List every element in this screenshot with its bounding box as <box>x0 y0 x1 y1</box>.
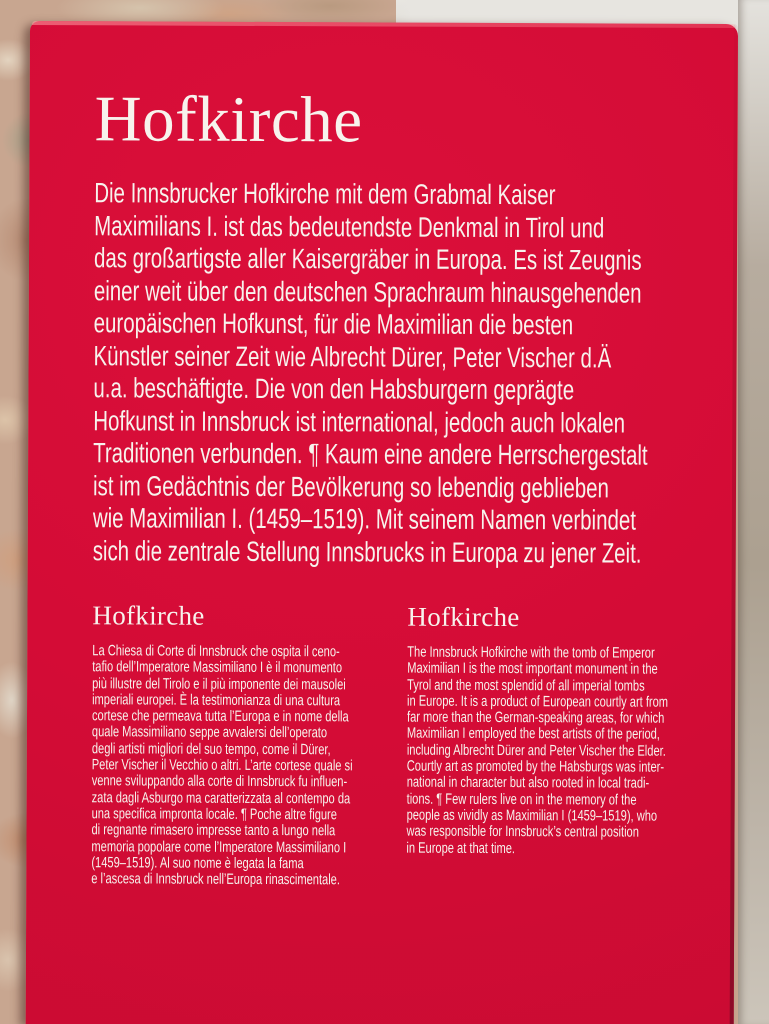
column-heading-english: Hofkirche <box>407 601 520 633</box>
intro-text-german: Die Innsbrucker Hofkirche mit dem Grabmal Kaiser Maximilians I. ist das bedeutendste Denkmal in Tirol und das großartigste aller Kaisergräber in Europa. Es ist Zeugnis einer weit über den deutschen Sprachraum hinausgehenden europäischen Hofkunst, für die Maximilian die besten Künstler seiner Zeit wie Albrecht Dürer, Peter Vischer d.Ä u.a. beschäftigte. Die von den Habsburgern geprägte Hofkunst in Innsbruck ist international, jedoch auch lokalen Traditionen verbunden. ¶ Kaum eine andere Herrschergestalt ist im Gedächtnis der Bevölkerung so lebendig geblieben wie Maximilian I. (1459–1519). Mit seinem Namen verbindet sich die zentrale Stellung Innsbrucks in Europa zu jener Zeit. <box>92 177 648 569</box>
sign-panel <box>26 21 738 1024</box>
right-wall-strip <box>738 0 769 1024</box>
column-heading-italian: Hofkirche <box>92 600 205 631</box>
column-body-italian: La Chiesa di Corte di Innsbruck che ospita il ceno- tafio dell’Imperatore Massimiliano I è il monumento più illustre del Tirolo e il più imponente dei mausolei imperiali europei. È la testimonianza di una cultura cortese che permeava tutta l’Europa e in nome della quale Massimiliano seppe avvalersi dell’operato degli artisti migliori del suo tempo, come il Dürer, Peter Vischer il Vecchio o altri. L’arte cortese quale si venne sviluppando alla corte di Innsbruck fu influen- zata dagli Asburgo ma caratterizzata al contempo da una specifica impronta locale. ¶ Poche altre figure di regnante rimasero impresse tanto a lungo nella memoria popolare come l’Imperatore Massimiliano I (1459–1519). Al suo nome è legata la fama e l’ascesa di Innsbruck nell’Europa rinascimentale. <box>91 642 353 889</box>
column-body-english: The Innsbruck Hofkirche with the tomb of Emperor Maximilian I is the most important monument in the Tyrol and the most splendid of all imperial tombs in Europe. It is a product of European courtly art from far more than the German-speaking areas, for which Maximilian I employed the best artists of the period, including Albrecht Dürer and Peter Vischer the Elder. Courtly art as promoted by the Habsburgs was inter- national in character but also rooted in local tradi- tions. ¶ Few rulers live on in the memory of the people as vividly as Maximilian I (1459–1519), who was responsible for Innsbruck’s central position in Europe at that time. <box>406 643 669 857</box>
column-english <box>406 603 769 859</box>
sign-title: Hofkirche <box>94 83 363 157</box>
